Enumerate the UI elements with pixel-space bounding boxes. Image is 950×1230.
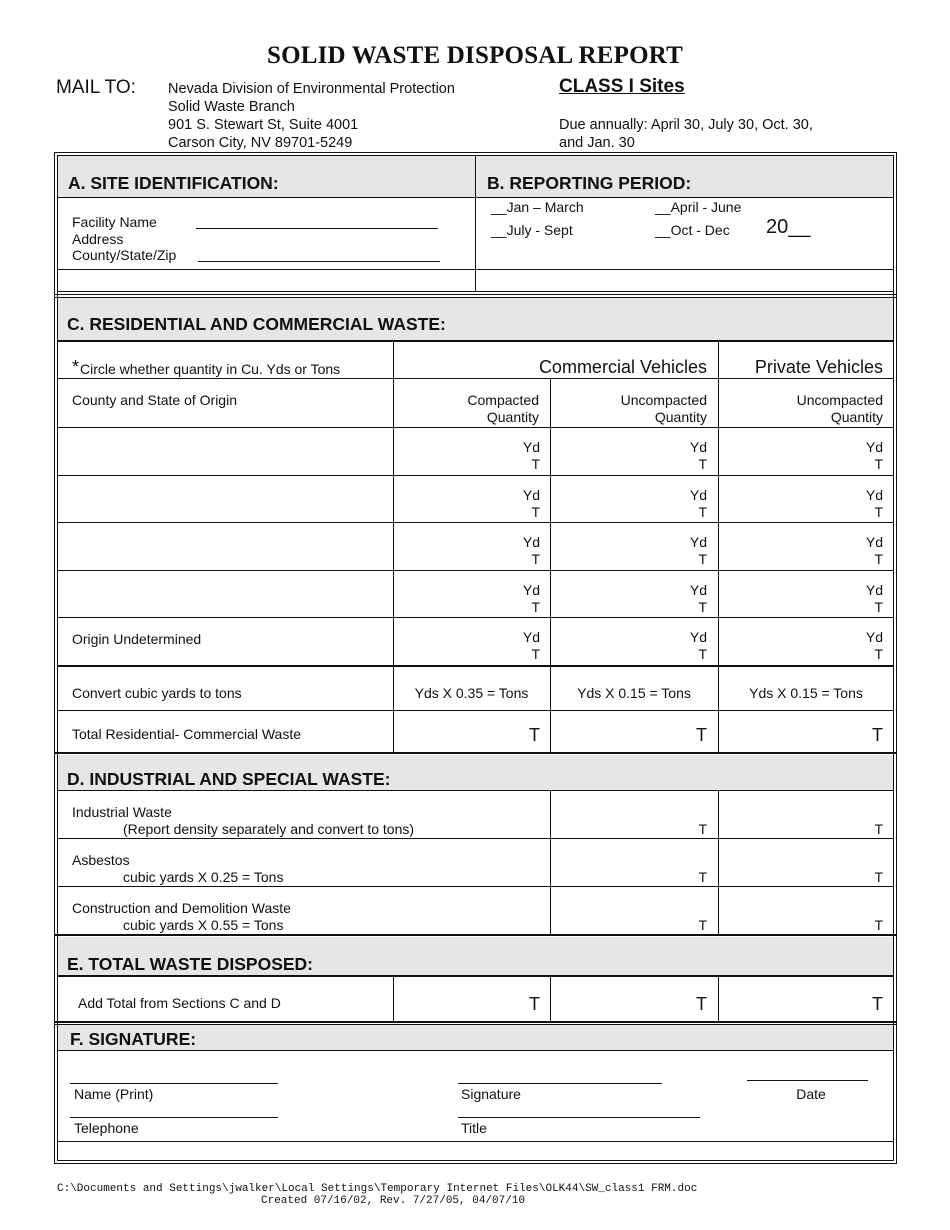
- total-private-tons[interactable]: T: [872, 725, 883, 745]
- yd-unit[interactable]: Yd: [689, 534, 707, 550]
- period-july-sept[interactable]: __July - Sept: [491, 222, 573, 238]
- divider: [54, 752, 897, 754]
- t-unit[interactable]: T: [874, 456, 883, 472]
- divider: [54, 294, 897, 295]
- header-line: Compacted: [467, 392, 539, 408]
- class-label: CLASS I Sites: [559, 76, 685, 97]
- footer-created: Created 07/16/02, Rev. 7/27/05, 04/07/10: [261, 1195, 526, 1207]
- private-uncompacted-quantity-header: [722, 392, 883, 426]
- asbestos-tons[interactable]: T: [698, 869, 707, 885]
- divider: [57, 790, 894, 791]
- grand-total-compacted[interactable]: T: [529, 994, 540, 1014]
- industrial-waste-note: (Report density separately and convert to tons): [123, 821, 415, 837]
- yd-unit[interactable]: Yd: [522, 487, 540, 503]
- divider: [54, 934, 897, 936]
- title-field[interactable]: [458, 1117, 700, 1118]
- origin-undetermined-label: Origin Undetermined: [72, 631, 202, 647]
- commercial-vehicles-header: Commercial Vehicles: [538, 357, 707, 377]
- section-e-title: E. TOTAL WASTE DISPOSED:: [67, 954, 313, 974]
- divider: [57, 665, 894, 667]
- divider: [57, 475, 894, 476]
- industrial-tons[interactable]: T: [698, 821, 707, 837]
- yd-unit[interactable]: Yd: [865, 487, 883, 503]
- footer-file-path: C:\Documents and Settings\jwalker\Local Settings\Temporary Internet Files\OLK44\SW_class1 FRM.doc: [57, 1183, 698, 1195]
- convert-private: Yds X 0.15 = Tons: [749, 685, 863, 701]
- divider: [57, 617, 894, 618]
- mailing-address: [168, 80, 455, 152]
- header-line: Quantity: [486, 409, 539, 425]
- section-f-title: F. SIGNATURE:: [70, 1029, 197, 1049]
- column-divider: [393, 977, 394, 1021]
- asbestos-private-tons[interactable]: T: [874, 869, 883, 885]
- divider: [57, 291, 894, 292]
- divider: [57, 1050, 894, 1051]
- section-d-title: D. INDUSTRIAL AND SPECIAL WASTE:: [67, 769, 391, 789]
- total-compacted-tons[interactable]: T: [529, 725, 540, 745]
- cd-waste-note: cubic yards X 0.55 = Tons: [123, 917, 284, 933]
- period-oct-dec[interactable]: __Oct - Dec: [655, 222, 730, 238]
- divider: [57, 886, 894, 887]
- date-label: Date: [796, 1086, 826, 1102]
- name-print-label: Name (Print): [74, 1086, 154, 1102]
- due-dates: [559, 116, 813, 152]
- cd-tons[interactable]: T: [698, 917, 707, 933]
- divider: [57, 269, 894, 270]
- yd-unit[interactable]: Yd: [689, 487, 707, 503]
- due-line: Due annually: April 30, July 30, Oct. 30,: [559, 117, 813, 133]
- t-unit[interactable]: T: [698, 456, 707, 472]
- add-total-label: Add Total from Sections C and D: [78, 995, 281, 1011]
- signature-label: Signature: [461, 1086, 521, 1102]
- yd-unit[interactable]: Yd: [689, 439, 707, 455]
- compacted-quantity-header: [400, 392, 539, 426]
- t-unit[interactable]: T: [698, 599, 707, 615]
- signature-field[interactable]: [458, 1083, 662, 1084]
- address-line: Carson City, NV 89701-5249: [168, 135, 353, 151]
- facility-name-label: Facility Name: [72, 214, 157, 230]
- t-unit[interactable]: T: [531, 551, 540, 567]
- total-residential-label: Total Residential- Commercial Waste: [72, 726, 301, 742]
- county-field[interactable]: [198, 261, 440, 262]
- industrial-waste-label: Industrial Waste: [72, 804, 172, 820]
- divider: [57, 522, 894, 523]
- column-divider: [718, 977, 719, 1021]
- yd-unit[interactable]: Yd: [522, 582, 540, 598]
- circle-note: Circle whether quantity in Cu. Yds or Tons: [80, 361, 341, 377]
- yd-unit[interactable]: Yd: [689, 582, 707, 598]
- divider: [57, 378, 894, 379]
- t-unit[interactable]: T: [531, 599, 540, 615]
- t-unit[interactable]: T: [874, 504, 883, 520]
- yd-unit[interactable]: Yd: [522, 439, 540, 455]
- t-unit[interactable]: T: [874, 551, 883, 567]
- cd-private-tons[interactable]: T: [874, 917, 883, 933]
- divider: [54, 1024, 897, 1025]
- cd-waste-label: Construction and Demolition Waste: [72, 900, 291, 916]
- t-unit[interactable]: T: [531, 456, 540, 472]
- header-line: Uncompacted: [620, 392, 707, 408]
- divider: [57, 838, 894, 839]
- t-unit[interactable]: T: [698, 646, 707, 662]
- section-a-title: A. SITE IDENTIFICATION:: [68, 173, 279, 193]
- telephone-label: Telephone: [74, 1120, 139, 1136]
- reporting-year[interactable]: 20__: [766, 216, 811, 238]
- convert-compacted: Yds X 0.35 = Tons: [414, 685, 529, 701]
- divider: [475, 156, 476, 292]
- t-unit[interactable]: T: [698, 551, 707, 567]
- county-origin-header: County and State of Origin: [72, 392, 237, 408]
- total-uncompacted-tons[interactable]: T: [696, 725, 707, 745]
- convert-label: Convert cubic yards to tons: [72, 685, 242, 701]
- column-divider: [718, 790, 719, 934]
- yd-unit[interactable]: Yd: [522, 629, 540, 645]
- t-unit[interactable]: T: [874, 646, 883, 662]
- header-line: Quantity: [654, 409, 707, 425]
- divider: [57, 570, 894, 571]
- period-jan-march[interactable]: __Jan – March: [491, 199, 584, 215]
- date-field[interactable]: [747, 1080, 868, 1081]
- asbestos-label: Asbestos: [72, 852, 130, 868]
- divider: [57, 340, 894, 342]
- county-label: County/State/Zip: [72, 247, 177, 263]
- t-unit[interactable]: T: [531, 646, 540, 662]
- uncompacted-quantity-header: [556, 392, 707, 426]
- yd-unit[interactable]: Yd: [865, 439, 883, 455]
- private-vehicles-header: Private Vehicles: [754, 357, 883, 377]
- grand-total-private[interactable]: T: [872, 994, 883, 1014]
- grand-total-uncompacted[interactable]: T: [696, 994, 707, 1014]
- t-unit[interactable]: T: [698, 504, 707, 520]
- page-title: SOLID WASTE DISPOSAL REPORT: [267, 42, 683, 69]
- header-line: Quantity: [830, 409, 883, 425]
- header-line: Uncompacted: [796, 392, 883, 408]
- address-label: Address: [72, 231, 124, 247]
- divider: [54, 297, 897, 298]
- column-divider: [550, 977, 551, 1021]
- divider: [57, 427, 894, 428]
- period-april-june[interactable]: __April - June: [655, 199, 742, 215]
- industrial-private-tons[interactable]: T: [874, 821, 883, 837]
- t-unit[interactable]: T: [531, 504, 540, 520]
- yd-unit[interactable]: Yd: [865, 582, 883, 598]
- asbestos-note: cubic yards X 0.25 = Tons: [123, 869, 284, 885]
- section-b-title: B. REPORTING PERIOD:: [487, 173, 692, 193]
- divider: [57, 975, 894, 977]
- yd-unit[interactable]: Yd: [689, 629, 707, 645]
- yd-unit[interactable]: Yd: [865, 534, 883, 550]
- due-line: and Jan. 30: [559, 135, 635, 151]
- address-line: Solid Waste Branch: [168, 99, 295, 115]
- address-line: 901 S. Stewart St, Suite 4001: [168, 117, 359, 133]
- title-label: Title: [461, 1120, 487, 1136]
- divider: [57, 1141, 894, 1142]
- section-c-title: C. RESIDENTIAL AND COMMERCIAL WASTE:: [67, 314, 446, 334]
- mail-to-label: MAIL TO:: [56, 77, 136, 98]
- convert-uncompacted: Yds X 0.15 = Tons: [577, 685, 691, 701]
- divider: [57, 710, 894, 711]
- telephone-field[interactable]: [70, 1117, 278, 1118]
- yd-unit[interactable]: Yd: [522, 534, 540, 550]
- facility-name-field[interactable]: [196, 228, 438, 229]
- name-print-field[interactable]: [70, 1083, 278, 1084]
- t-unit[interactable]: T: [874, 599, 883, 615]
- divider: [54, 1021, 897, 1023]
- yd-unit[interactable]: Yd: [865, 629, 883, 645]
- column-divider: [550, 790, 551, 934]
- address-line: Nevada Division of Environmental Protection: [168, 81, 455, 97]
- circle-note-star: *: [72, 357, 80, 377]
